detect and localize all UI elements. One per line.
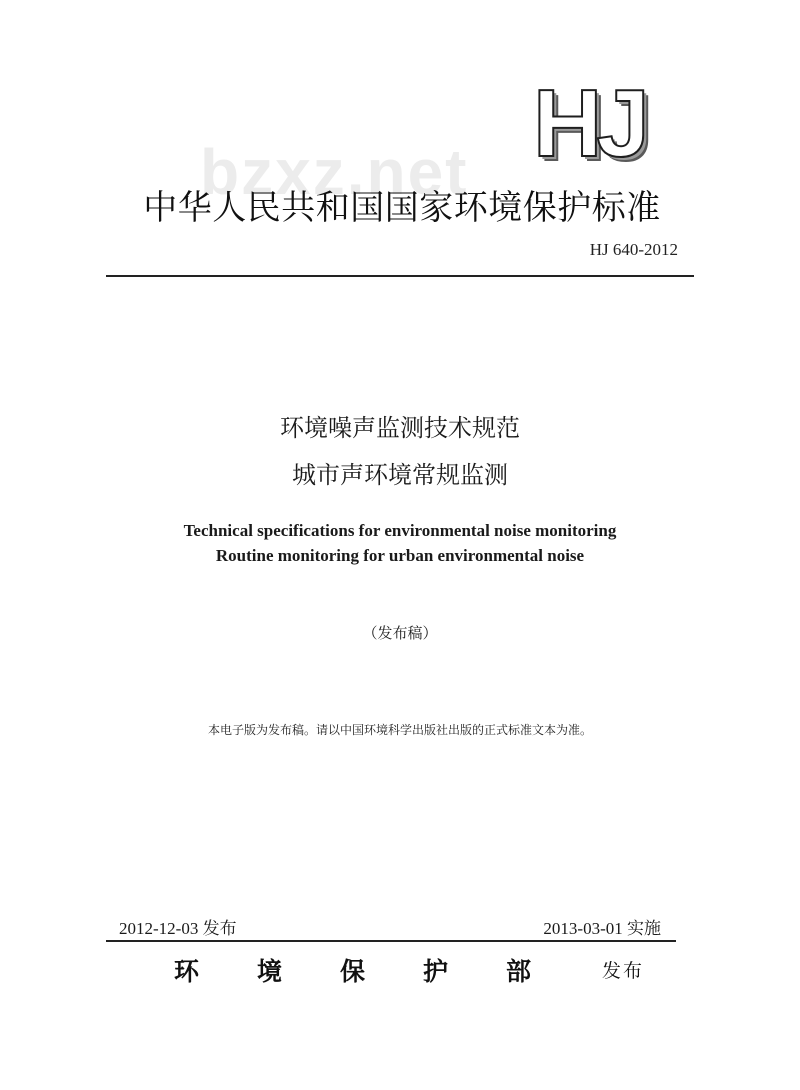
title-en-line1: Technical specifications for environmental noise monitoring [183,521,617,540]
title-cn-line2: 城市声环境常规监测 [292,461,508,489]
draft-label: （发布稿） [362,624,438,642]
standard-number: HJ 640-2012 [589,240,678,259]
edition-notice: 本电子版为发布稿。请以中国环境科学出版社出版的正式标准文本为准。 [207,723,592,737]
publish-label: 发布 [602,960,645,982]
title-en-line2: Routine monitoring for urban environmental noise [215,546,585,565]
issuing-authority: 环境保护部 [174,957,590,986]
bottom-divider [106,940,676,942]
implementation-date: 2013-03-01 实施 [543,919,661,938]
issue-date: 2012-12-03 发布 [119,919,237,938]
top-divider [106,275,694,277]
watermark: bzxz.net [200,136,469,208]
hj-logo: HJ [533,70,644,177]
title-cn-line1: 环境噪声监测技术规范 [280,414,520,442]
standard-category-title: 中华人民共和国国家环境保护标准 [143,188,661,228]
